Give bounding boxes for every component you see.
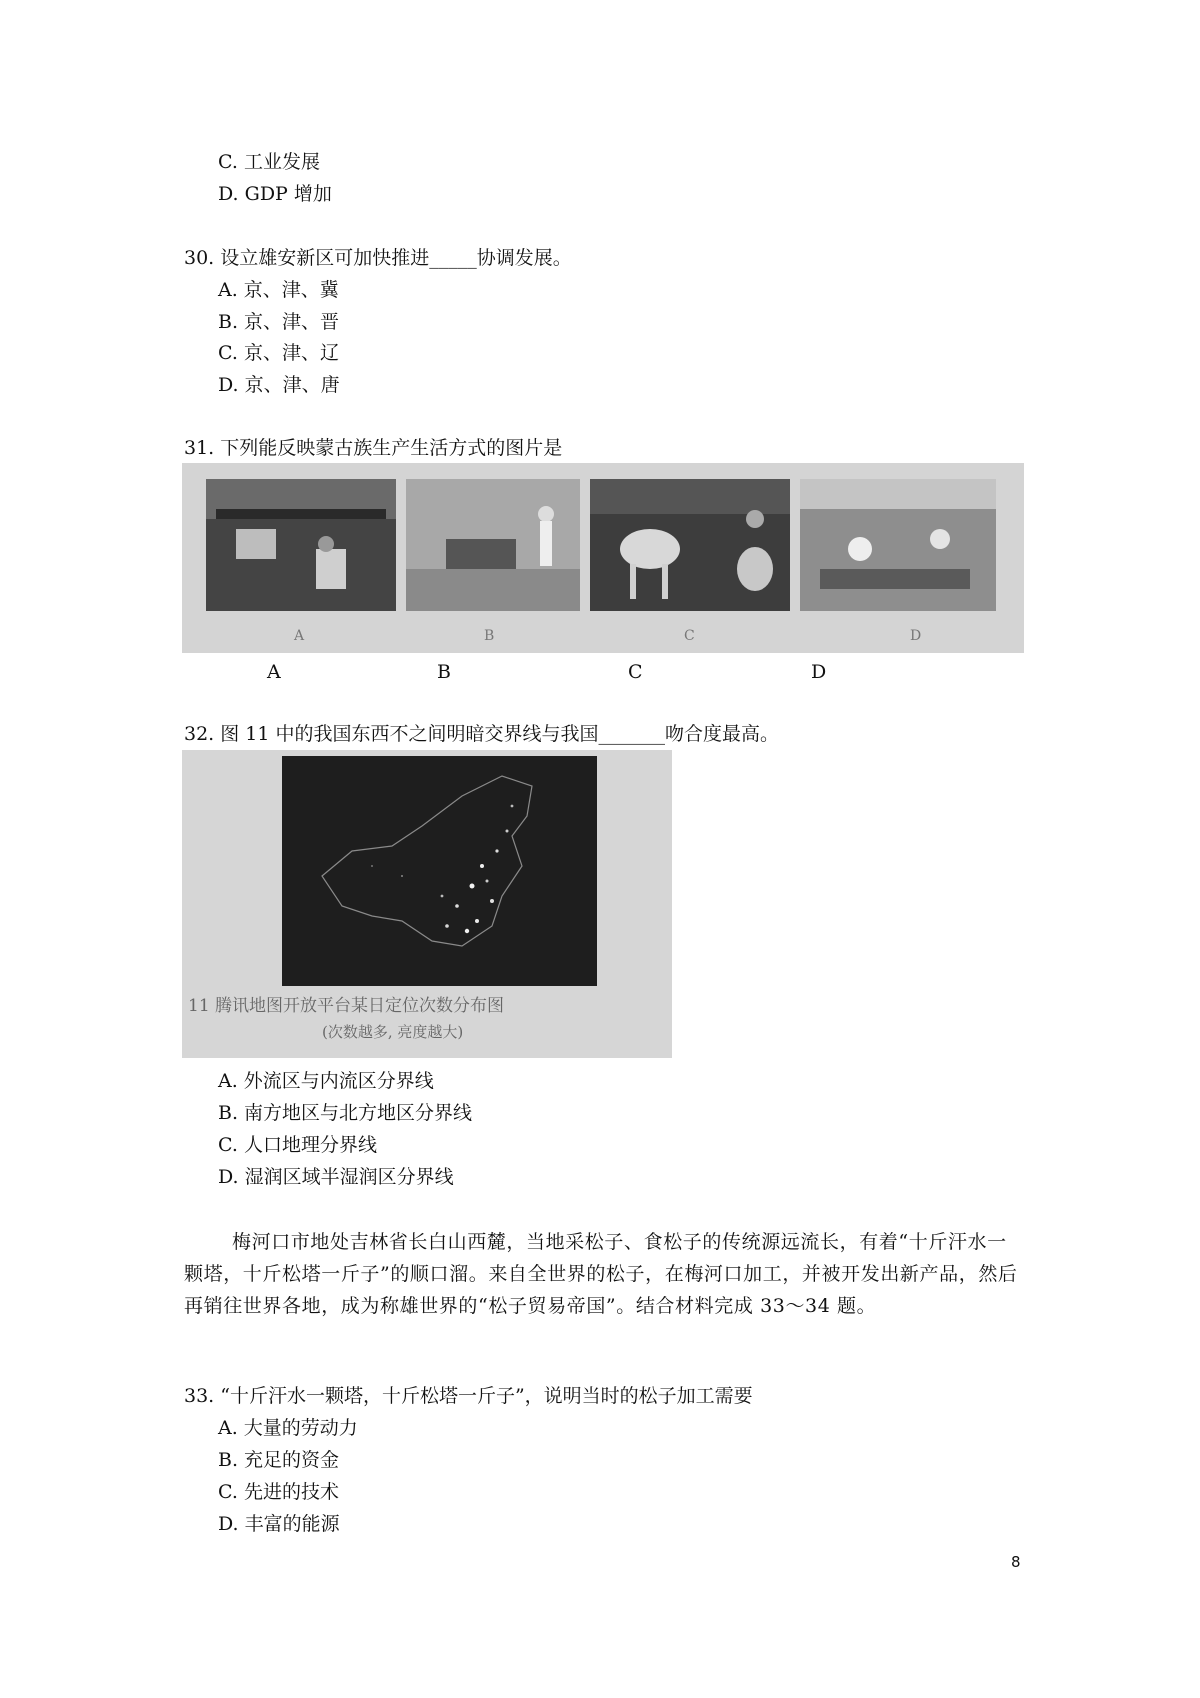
photo-d	[800, 479, 996, 611]
q31-photo-strip	[182, 463, 1024, 653]
q33-option-b: B. 充足的资金	[218, 1449, 340, 1471]
q32-option-b: B. 南方地区与北方地区分界线	[218, 1102, 473, 1124]
q30-stem: 30. 设立雄安新区可加快推进_____协调发展。	[184, 247, 572, 269]
q30-option-a: A. 京、津、冀	[218, 279, 339, 301]
q29-option-d: D. GDP 增加	[218, 183, 332, 205]
china-night-map	[282, 756, 597, 986]
q31-caption-b: B	[437, 661, 451, 683]
q33-option-a: A. 大量的劳动力	[218, 1417, 358, 1439]
photo-a	[206, 479, 396, 611]
q32-stem: 32. 图 11 中的我国东西不之间明暗交界线与我国_______吻合度最高。	[184, 723, 780, 745]
q32-option-d: D. 湿润区域半湿润区分界线	[218, 1166, 454, 1188]
material-paragraph: 梅河口市地处吉林省长白山西麓，当地采松子、食松子的传统源远流长，有着“十斤汗水一颗塔，十斤松塔一斤子”的顺口溜。来自全世界的松子，在梅河口加工，并被开发出新产品，然后再销往世界各地，成为称雄世界的“松子贸易帝国”。结合材料完成 33～34 题。	[184, 1231, 1018, 1317]
q31-stem: 31. 下列能反映蒙古族生产生活方式的图片是	[184, 437, 563, 459]
photo-letter-c: C	[684, 628, 695, 644]
q32-option-a: A. 外流区与内流区分界线	[218, 1070, 434, 1092]
photo-b	[406, 479, 580, 611]
q33-option-c: C. 先进的技术	[218, 1481, 339, 1503]
page-number: 8	[1011, 1553, 1021, 1571]
photo-letter-d: D	[910, 628, 922, 644]
q32-figure-subcaption: (次数越多, 亮度越大)	[322, 1023, 464, 1041]
photo-c	[590, 479, 790, 611]
q32-option-c: C. 人口地理分界线	[218, 1134, 377, 1156]
q30-option-b: B. 京、津、晋	[218, 311, 340, 333]
photo-letter-b: B	[484, 628, 495, 644]
q29-option-c: C. 工业发展	[218, 151, 320, 173]
q30-option-c: C. 京、津、辽	[218, 342, 339, 364]
photo-letter-a: A	[294, 628, 305, 644]
q31-caption-c: C	[628, 661, 643, 683]
q32-figure-caption: 11 腾讯地图开放平台某日定位次数分布图	[188, 996, 505, 1016]
q31-caption-d: D	[811, 661, 827, 683]
q31-caption-a: A	[267, 661, 281, 683]
q32-figure	[182, 750, 672, 1058]
q33-option-d: D. 丰富的能源	[218, 1513, 340, 1535]
q33-stem: 33. “十斤汗水一颗塔，十斤松塔一斤子”，说明当时的松子加工需要	[184, 1385, 753, 1407]
q30-option-d: D. 京、津、唐	[218, 374, 340, 396]
